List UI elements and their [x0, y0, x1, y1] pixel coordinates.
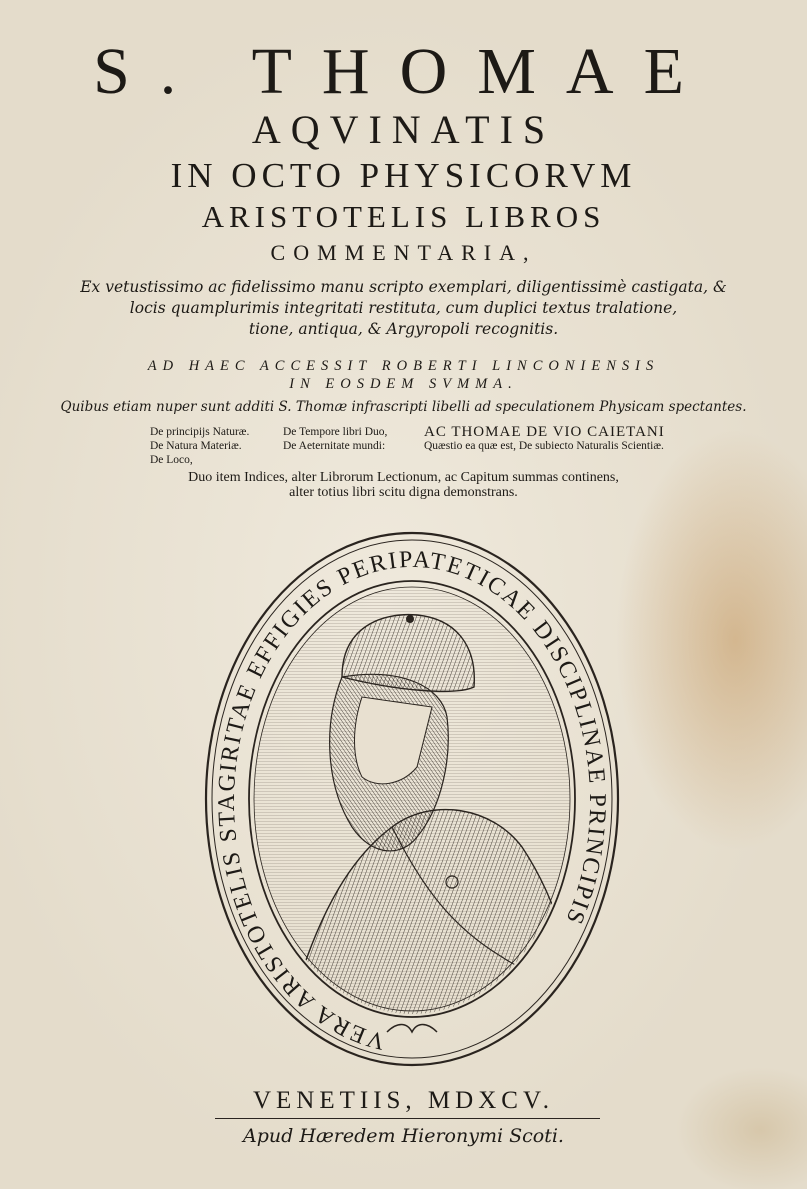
divider-rule — [215, 1118, 600, 1119]
imprint-place-date: VENETIIS, MDXCV. — [252, 1087, 555, 1114]
caietani-heading: AC THOMAE DE VIO CAIETANI — [424, 424, 665, 440]
subtitle-line-2: locis quamplurimis integritati restituta, cum duplici textus tralatione, — [129, 299, 678, 317]
indices-line-2: alter totius libri scitu digna demonstrans. — [289, 485, 518, 500]
title-line-author: S. THOMAE — [93, 35, 714, 108]
subtitle-line-1: Ex vetustissimo ac fidelissimo manu scripto exemplari, diligentissimè castigata, & — [80, 278, 727, 296]
libellus-item: De principijs Naturæ. — [150, 426, 250, 438]
subtitle-line-3: tione, antiqua, & Argyropoli recognitis. — [248, 320, 559, 338]
libelli-column-2 — [283, 425, 387, 453]
libellus-item: De Loco, — [150, 454, 193, 466]
indices-line-1: Duo item Indices, alter Librorum Lectionum, ac Capitum summas continens, — [188, 470, 619, 485]
libellus-item: De Tempore libri Duo, — [283, 426, 388, 438]
title-line-aristotelis: ARISTOTELIS LIBROS — [201, 199, 606, 234]
accessit-line-1: AD HAEC ACCESSIT ROBERTI LINCONIENSIS — [147, 358, 660, 374]
medallion-inscription: VERA ARISTOTELIS STAGIRITAE EFFIGIES PERIPATETICAE DISCIPLINAE PRINCIPIS — [213, 546, 611, 1055]
title-line-in-octo: IN OCTO PHYSICORVM — [170, 156, 637, 195]
printer-line: Apud Hæredem Hieronymi Scoti. — [243, 1125, 564, 1147]
portrait-medallion — [202, 527, 622, 1067]
quibus-line: Quibus etiam nuper sunt additi S. Thomæ infrascripti libelli ad speculationem Physicam spectantes. — [60, 399, 747, 415]
libelli-column-1 — [150, 425, 249, 467]
caietani-text: Quæstio ea quæ est, De subiecto Naturalis Scientiæ. — [424, 440, 664, 452]
ornament-icon — [387, 1025, 437, 1033]
title-line-commentaria: COMMENTARIA, — [270, 240, 537, 265]
caietani-block — [424, 425, 665, 453]
title-line-aquinatis: AQVINATIS — [251, 107, 556, 152]
libellus-item: De Natura Materiæ. — [150, 440, 242, 452]
libellus-item: De Aeternitate mundi: — [283, 440, 386, 452]
accessit-line-2: IN EOSDEM SVMMA. — [289, 376, 518, 392]
